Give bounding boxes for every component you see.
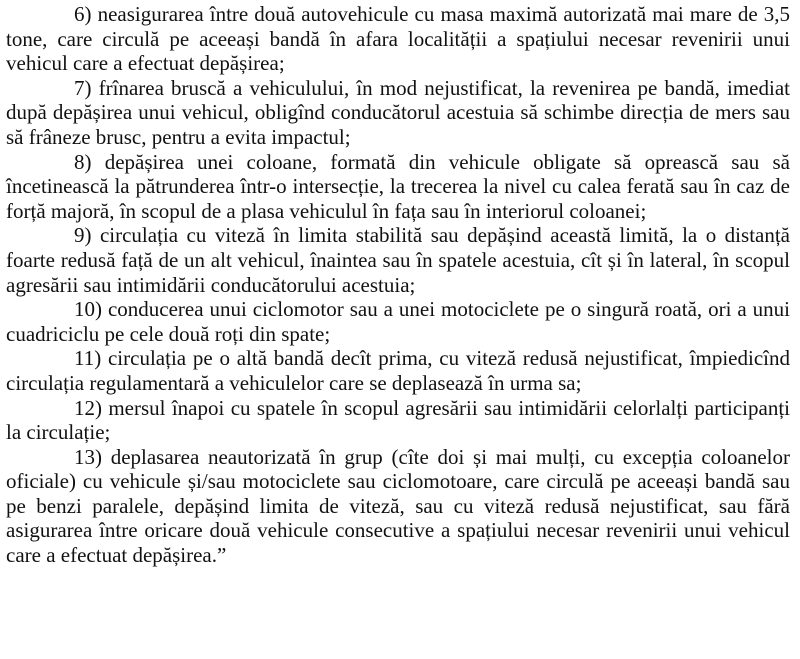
paragraph-item-12: 12) mersul înapoi cu spatele în scopul agresării sau intimidării celorlalți participanți la circulație; [6,395,790,445]
paragraph-item-9: 9) circulația cu viteză în limita stabilită sau depășind această limită, la o distanță foarte redusă față de un alt vehicul, înaintea sau în spatele acestuia, cît și în lateral, în scopul agresării sau intimidării conducătorului acestuia; [6,223,790,297]
document-body [6,2,790,568]
paragraph-item-8: 8) depășirea unei coloane, formată din vehicule obligate să oprească sau să încetinească la pătrunderea într-o intersecție, la trecerea la nivel cu calea ferată sau în caz de forță majoră, în scopul de a plasa vehiculul în fața sau în interiorul coloanei; [6,149,790,223]
paragraph-item-11: 11) circulația pe o altă bandă decît prima, cu viteză redusă nejustificat, împiedicînd circulația regulamentară a vehiculelor care se deplasează în urma sa; [6,346,790,395]
paragraph-item-10: 10) conducerea unui ciclomotor sau a unei motociclete pe o singură roată, ori a unui cuadriciclu pe cele două roți din spate; [6,297,790,346]
paragraph-item-7: 7) frînarea bruscă a vehiculului, în mod nejustificat, la revenirea pe bandă, imediat după depășirea unui vehicul, obligînd conducătorul acestuia să schimbe direcția de mers sau să frâneze brusc, pentru a evita impactul; [6,75,790,149]
paragraph-item-6: 6) neasigurarea între două autovehicule cu masa maximă autorizată mai mare de 3,5 tone, care circulă pe aceeași bandă în afara localității a spațiului necesar revenirii unui vehicul care a efectuat depășirea; [6,2,790,76]
paragraph-item-13: 13) deplasarea neautorizată în grup (cîte doi și mai mulți, cu excepția coloanelor oficiale) cu vehicule și/sau motociclete sau ciclomotoare, care circulă pe aceeași bandă sau pe benzi paralele, depășind limita de viteză, sau cu viteză redusă nejustificat, sau fără asigurarea între oricare două vehicule consecutive a spațiului necesar revenirii unui vehicul care a efectuat depășirea.” [6,444,790,568]
